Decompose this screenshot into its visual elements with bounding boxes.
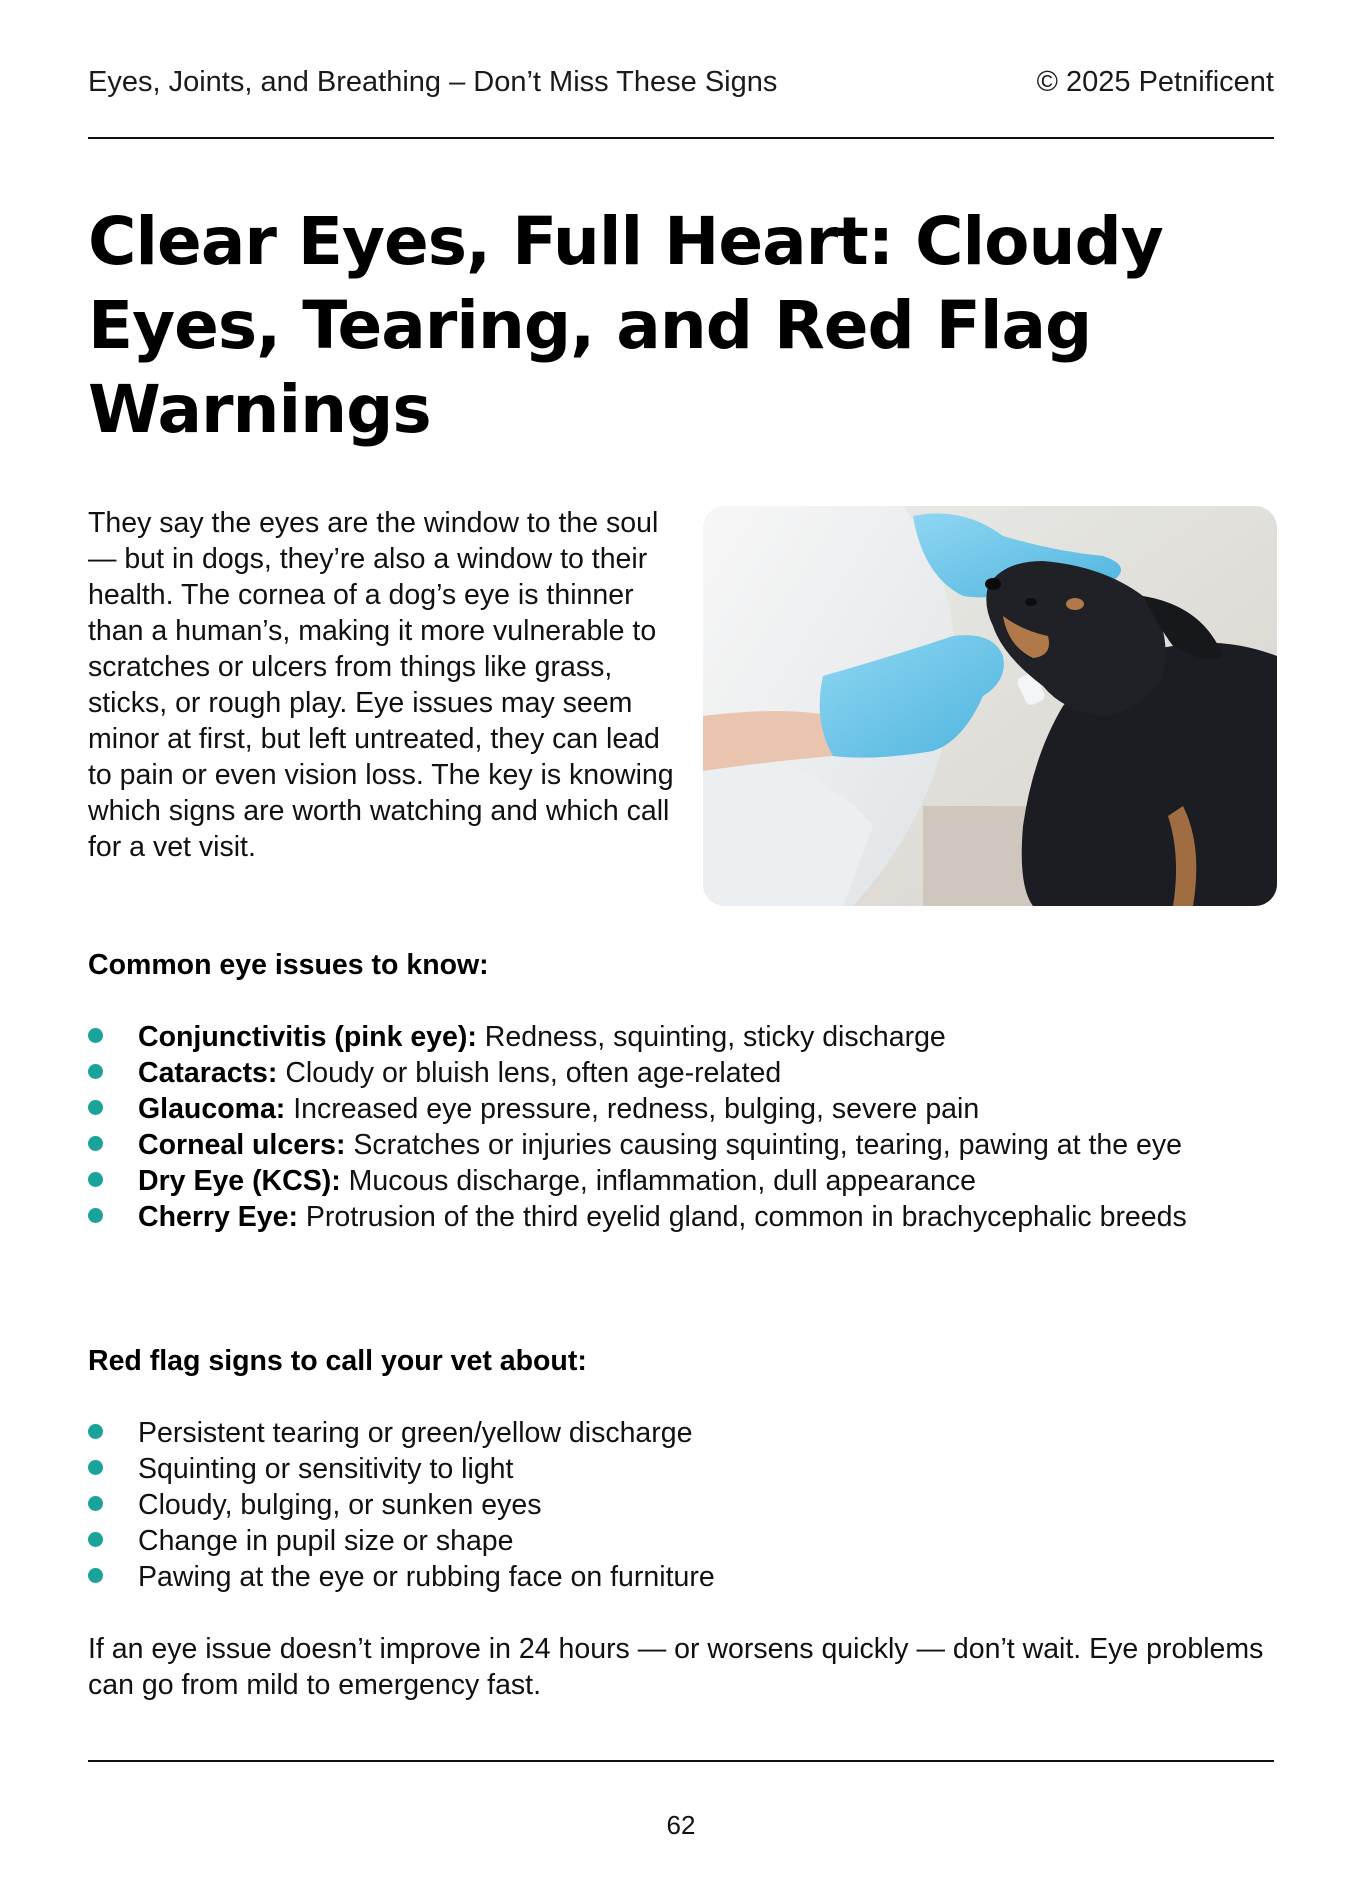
issue-description: Protrusion of the third eyelid gland, common in brachycephalic breeds	[298, 1201, 1187, 1233]
bullet-icon	[88, 1424, 103, 1439]
list-item	[88, 1019, 1278, 1055]
list-item	[88, 1415, 1278, 1451]
eye-issues-list	[88, 1019, 1278, 1235]
issue-description: Mucous discharge, inflammation, dull appearance	[340, 1165, 976, 1197]
bullet-icon	[88, 1136, 103, 1151]
bullet-icon	[88, 1532, 103, 1547]
header-copyright: © 2025 Petnificent	[1036, 65, 1274, 98]
list-item	[88, 1055, 1278, 1091]
issue-description: Cloudy or bluish lens, often age-related	[277, 1057, 782, 1089]
header-chapter-title: Eyes, Joints, and Breathing – Don’t Miss These Signs	[88, 65, 778, 98]
issue-description: Scratches or injuries causing squinting, tearing, pawing at the eye	[345, 1129, 1182, 1161]
red-flag-text: Persistent tearing or green/yellow discharge	[138, 1417, 693, 1449]
bullet-icon	[88, 1064, 103, 1079]
list-item	[88, 1091, 1278, 1127]
issue-term: Dry Eye (KCS):	[138, 1165, 341, 1197]
bullet-icon	[88, 1172, 103, 1187]
list-item	[88, 1199, 1278, 1235]
intro-paragraph: They say the eyes are the window to the soul — but in dogs, they’re also a window to their health. The cornea of a dog’s eye is thinner than a human’s, making it more vulnerable to scratches or ulcers from things like grass, sticks, or rough play. Eye issues may seem minor at first, but left untreated, they can lead to pain or even vision loss. The key is knowing which signs are worth watching and which call for a vet visit.	[88, 507, 674, 863]
red-flag-text: Pawing at the eye or rubbing face on furniture	[138, 1561, 715, 1593]
red-flags-list	[88, 1415, 1278, 1595]
bullet-icon	[88, 1568, 103, 1583]
header-divider	[88, 137, 1274, 139]
bullet-icon	[88, 1100, 103, 1115]
issue-description: Increased eye pressure, redness, bulging, severe pain	[285, 1093, 980, 1125]
vet-eye-drops-photo	[703, 506, 1277, 906]
issue-term: Corneal ulcers:	[138, 1129, 346, 1161]
list-item	[88, 1163, 1278, 1199]
photo-illustration	[703, 506, 1277, 906]
bullet-icon	[88, 1028, 103, 1043]
issue-description: Redness, squinting, sticky discharge	[476, 1021, 946, 1053]
issue-term: Conjunctivitis (pink eye):	[138, 1021, 477, 1053]
bullet-icon	[88, 1208, 103, 1223]
page-title: Clear Eyes, Full Heart: Cloudy Eyes, Tearing, and Red Flag Warnings	[88, 203, 1163, 448]
footer-divider	[88, 1760, 1274, 1762]
red-flag-text: Change in pupil size or shape	[138, 1525, 514, 1557]
running-header	[88, 62, 1274, 102]
list-item	[88, 1559, 1278, 1595]
list-item	[88, 1487, 1278, 1523]
list-item	[88, 1451, 1278, 1487]
red-flags-heading: Red flag signs to call your vet about:	[88, 1345, 587, 1377]
issue-term: Cataracts:	[138, 1057, 278, 1089]
red-flag-text: Squinting or sensitivity to light	[138, 1453, 514, 1485]
red-flag-text: Cloudy, bulging, or sunken eyes	[138, 1489, 542, 1521]
issue-term: Cherry Eye:	[138, 1201, 298, 1233]
closing-paragraph: If an eye issue doesn’t improve in 24 hours — or worsens quickly — don’t wait. Eye problems can go from mild to emergency fast.	[88, 1633, 1264, 1701]
page-number: 62	[666, 1810, 696, 1840]
bullet-icon	[88, 1460, 103, 1475]
list-item	[88, 1523, 1278, 1559]
bullet-icon	[88, 1496, 103, 1511]
eye-issues-heading: Common eye issues to know:	[88, 949, 489, 981]
list-item	[88, 1127, 1278, 1163]
issue-term: Glaucoma:	[138, 1093, 286, 1125]
